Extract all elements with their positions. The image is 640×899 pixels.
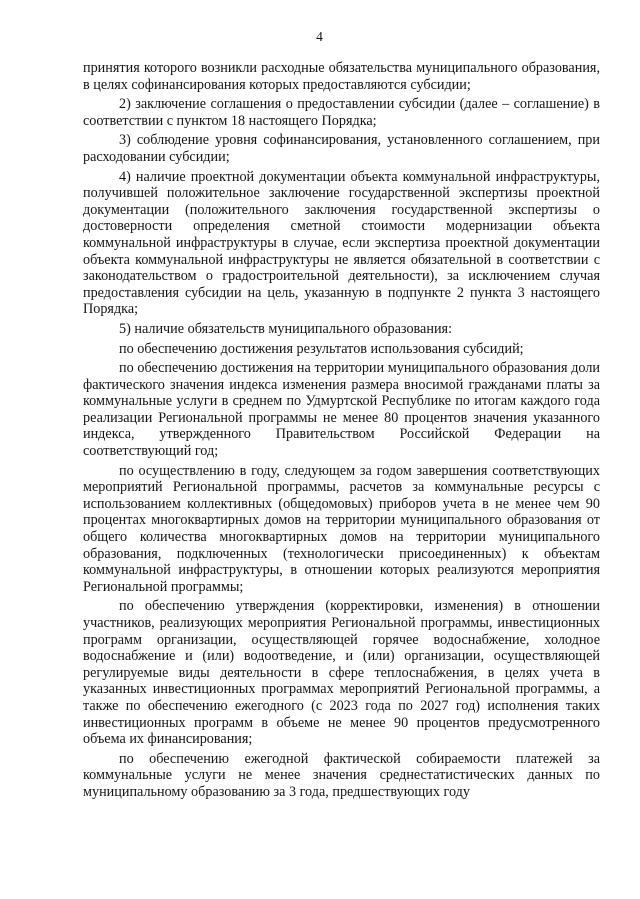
paragraph-item-4: 4) наличие проектной документации объекта коммунальной инфраструктуры, получившей положительное заключение государственной экспертизы проектной документации (положительного заключения государственной экспертизы о достоверности определения сметной стоимости модернизации объекта коммунальной инфраструктуры в случае, если экспертиза проектной документации объекта коммунальной инфраструктуры не является обязательной в соответствии с законодательством о градостроительной деятельности), за исключением случая предоставления субсидии на цель, указанную в подпункте 2 пункта 3 настоящего Порядка; bbox=[83, 168, 600, 318]
paragraph-item-2: 2) заключение соглашения о предоставлении субсидии (далее – соглашение) в соответствии с пунктом 18 настоящего Порядка; bbox=[83, 96, 600, 129]
paragraph-obligation-collection: по обеспечению ежегодной фактической собираемости платежей за коммунальные услуги не менее значения среднестатистических данных по муниципальному образованию за 3 года, предшествующих году bbox=[83, 750, 600, 800]
paragraph-obligation-meters: по осуществлению в году, следующем за годом завершения соответствующих мероприятий Региональной программы, расчетов за коммунальные ресурсы с использованием коллективных (общедомовых) приборов учета в не менее чем 90 процентах многоквартирных домов на территории муниципального образования от общего количества многоквартирных домов на территории муниципального образования, подключенных (технологически присоединенных) к объектам коммунальной инфраструктуры, в отношении которых реализуются мероприятия Региональной программы; bbox=[83, 462, 600, 595]
page-number: 4 bbox=[316, 29, 323, 44]
document-body bbox=[83, 60, 600, 801]
paragraph-obligation-results: по обеспечению достижения результатов использования субсидий; bbox=[119, 340, 524, 357]
paragraph-continuation: принятия которого возникли расходные обязательства муниципального образования, в целях софинансирования которых предоставляются субсидии; bbox=[83, 60, 600, 93]
paragraph-obligation-investment-programs: по обеспечению утверждения (корректировки, изменения) в отношении участников, реализующих мероприятия Региональной программы, инвестиционных программ организации, осуществляющей горячее водоснабжение, холодное водоснабжение и (или) водоотведение, и (или) организации, осуществляющей регулируемые виды деятельности в сфере теплоснабжения, в целях учета в указанных инвестиционных программах мероприятий Региональной программы, а также по обеспечению ежегодного (с 2023 года по 2027 год) исполнения таких инвестиционных программ в объеме не менее 90 процентов предусмотренного объема их финансирования; bbox=[83, 598, 600, 748]
paragraph-item-3: 3) соблюдение уровня софинансирования, установленного соглашением, при расходовании субсидии; bbox=[83, 132, 600, 165]
paragraph-item-5: 5) наличие обязательств муниципального образования: bbox=[119, 320, 453, 337]
paragraph-obligation-index: по обеспечению достижения на территории муниципального образования доли фактического значения индекса изменения размера вносимой гражданами платы за коммунальные услуги в среднем по Удмуртской Республике по итогам каждого года реализации Региональной программы не менее 80 процентов значения указанного индекса, утвержденного Правительством Российской Федерации на соответствующий год; bbox=[83, 360, 600, 460]
